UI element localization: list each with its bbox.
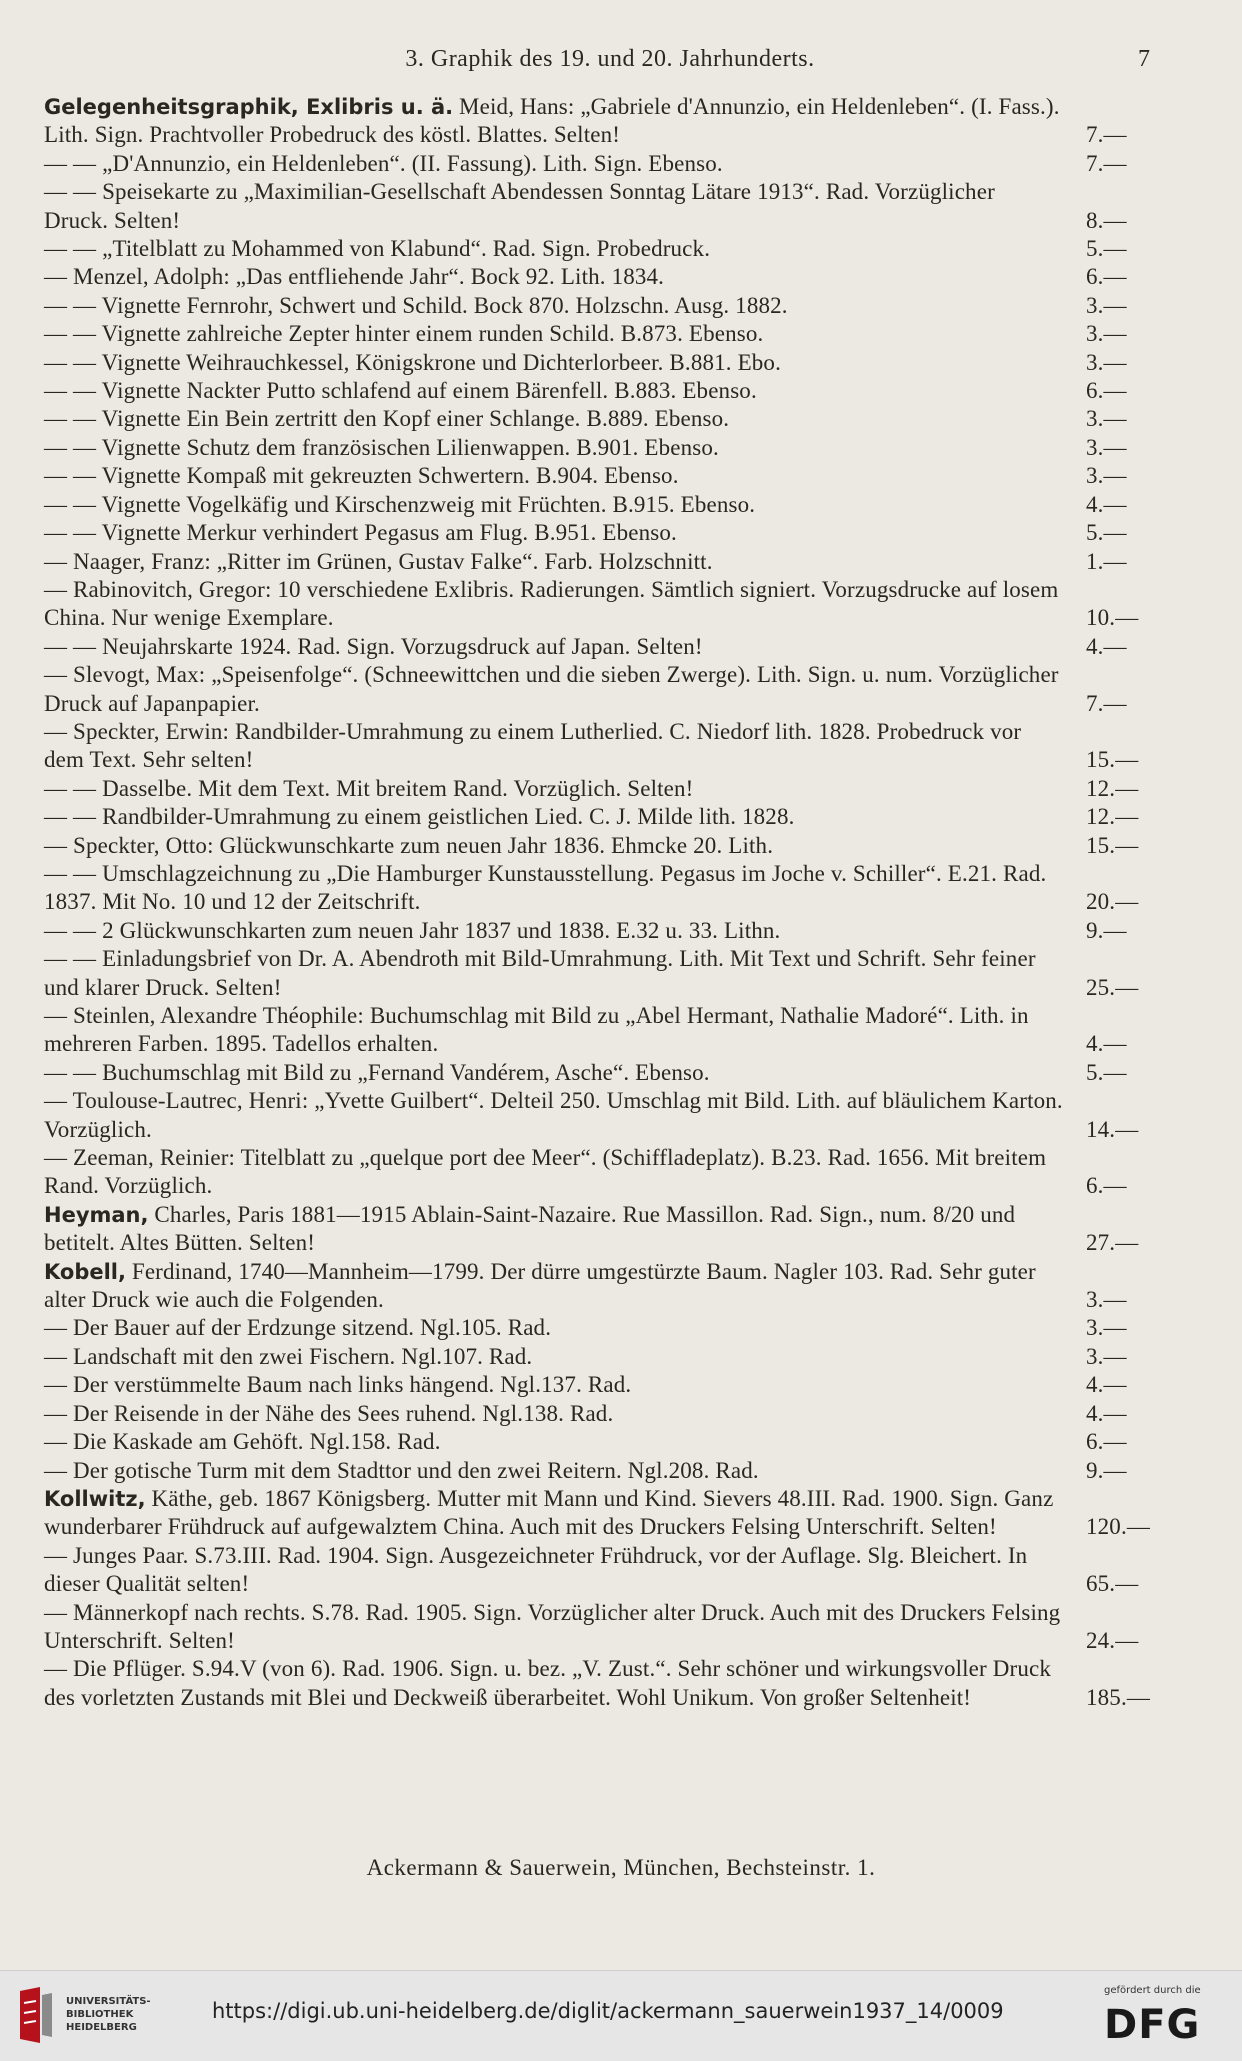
entry-description <box>44 491 1072 519</box>
catalog-entry <box>44 462 1172 490</box>
entry-description <box>44 1201 1072 1258</box>
catalog-entry <box>44 1428 1172 1456</box>
entry-text: — — Vignette zahlreiche Zepter hinter einem runden Schild. B.873. Ebenso. <box>44 321 764 347</box>
catalog-entry <box>44 803 1172 831</box>
entry-text: — Die Kaskade am Gehöft. Ngl.158. Rad. <box>44 1429 441 1455</box>
entry-price: 3.— <box>1086 434 1127 460</box>
catalog-entry <box>44 150 1172 178</box>
entry-description <box>44 1059 1072 1087</box>
entry-text: — — 2 Glückwunschkarten zum neuen Jahr 1837 und 1838. E.32 u. 33. Lithn. <box>44 917 781 943</box>
catalog-entry <box>44 633 1172 661</box>
entry-text: — Der Bauer auf der Erdzunge sitzend. Ngl.105. Rad. <box>44 1315 552 1341</box>
catalog-entry <box>44 1059 1172 1087</box>
catalog-entry <box>44 1087 1172 1144</box>
catalog-entry <box>44 661 1172 718</box>
entry-text: — Männerkopf nach rechts. S.78. Rad. 1905. Sign. Vorzüglicher alter Druck. Auch mit des Druckers Felsing Unterschrift. Selten! <box>44 1599 1061 1653</box>
entry-price: 9.— <box>1086 1457 1127 1483</box>
entry-description <box>44 917 1072 945</box>
entry-text: Charles, Paris 1881—1915 Ablain-Saint-Nazaire. Rue Massillon. Rad. Sign., num. 8/20 und betitelt. Altes Bütten. Selten! <box>44 1201 1016 1256</box>
catalog-entry <box>44 1457 1172 1485</box>
entry-price: 3.— <box>1086 321 1127 347</box>
entry-price: 8.— <box>1086 207 1127 233</box>
entry-price: 3.— <box>1086 292 1127 318</box>
entry-text: — — „D'Annunzio, ein Heldenleben“. (II. Fassung). Lith. Sign. Ebenso. <box>44 150 723 176</box>
permalink-url[interactable]: https://digi.ub.uni-heidelberg.de/diglit/ackermann_sauerwein1937_14/0009 <box>212 1999 1004 2023</box>
entry-description <box>44 434 1072 462</box>
entry-text: — Der gotische Turm mit dem Stadttor und den zwei Reitern. Ngl.208. Rad. <box>44 1457 759 1483</box>
entry-text: — Der verstümmelte Baum nach links hängend. Ngl.137. Rad. <box>44 1372 632 1398</box>
entry-description <box>44 1400 1072 1428</box>
funding-note: gefördert durch die <box>1104 1985 1201 1996</box>
catalog-entry <box>44 377 1172 405</box>
entry-text: — Speckter, Otto: Glückwunschkarte zum neuen Jahr 1836. Ehmcke 20. Lith. <box>44 832 774 858</box>
catalog-entry <box>44 1485 1172 1542</box>
entry-text: — — Vignette Nackter Putto schlafend auf einem Bärenfell. B.883. Ebenso. <box>44 378 757 404</box>
entry-description <box>44 1002 1072 1059</box>
catalog-entry <box>44 292 1172 320</box>
entry-price: 10.— <box>1086 605 1139 631</box>
entry-description <box>44 1655 1072 1712</box>
entry-price: 15.— <box>1086 747 1139 773</box>
entry-price: 6.— <box>1086 1173 1127 1199</box>
entry-description <box>44 775 1072 803</box>
catalog-entry <box>44 1371 1172 1399</box>
entry-text: — — Vignette Schutz dem französischen Lilienwappen. B.901. Ebenso. <box>44 434 719 460</box>
entry-description <box>44 1371 1072 1399</box>
entry-price: 7.— <box>1086 150 1127 176</box>
entry-price: 6.— <box>1086 378 1127 404</box>
entry-price: 5.— <box>1086 1059 1127 1085</box>
entry-text: — — Neujahrskarte 1924. Rad. Sign. Vorzugsdruck auf Japan. Selten! <box>44 633 703 659</box>
viewer-bottom-bar <box>0 1970 1242 2061</box>
entry-description <box>44 349 1072 377</box>
entry-description <box>44 178 1072 235</box>
entry-description <box>44 1542 1072 1599</box>
entry-text: — — Vignette Vogelkäfig und Kirschenzweig mit Früchten. B.915. Ebenso. <box>44 491 756 517</box>
entry-text: — — Umschlagzeichnung zu „Die Hamburger Kunstausstellung. Pegasus im Joche v. Schiller“. E.21. Rad. 1837. Mit No. 10 und 12 der Zeitschrift. <box>44 860 1047 915</box>
catalog-entry <box>44 775 1172 803</box>
entry-price: 6.— <box>1086 264 1127 290</box>
entry-description <box>44 1087 1072 1144</box>
entry-price: 12.— <box>1086 804 1139 830</box>
entry-description <box>44 377 1072 405</box>
entry-price: 3.— <box>1086 349 1127 375</box>
entry-description <box>44 803 1072 831</box>
catalog-entry <box>44 1655 1172 1712</box>
entry-price: 3.— <box>1086 1315 1127 1341</box>
entry-description <box>44 1457 1072 1485</box>
entry-price: 12.— <box>1086 775 1139 801</box>
entry-text: — Naager, Franz: „Ritter im Grünen, Gustav Falke“. Farb. Holzschnitt. <box>44 548 713 574</box>
entry-heading: Heyman, <box>44 1202 149 1227</box>
catalog-entry <box>44 1201 1172 1258</box>
entry-price: 7.— <box>1086 690 1127 716</box>
entry-price: 9.— <box>1086 917 1127 943</box>
entry-description <box>44 93 1072 150</box>
entry-text: — Rabinovitch, Gregor: 10 verschiedene Exlibris. Radierungen. Sämtlich signiert. Vorzugsdrucke auf losem China. Nur wenige Exemplare. <box>44 576 1059 631</box>
catalog-entry <box>44 832 1172 860</box>
page-header-title: 3. Graphik des 19. und 20. Jahrhunderts. <box>405 46 815 72</box>
entry-price: 25.— <box>1086 974 1139 1000</box>
catalog-entry <box>44 548 1172 576</box>
entry-text: — Toulouse-Lautrec, Henri: „Yvette Guilbert“. Delteil 250. Umschlag mit Bild. Lith. auf bläulichem Karton. Vorzüglich. <box>44 1088 1063 1142</box>
dfg-logo: DFG <box>1104 2002 1201 2048</box>
entry-price: 7.— <box>1086 122 1127 148</box>
catalog-entry <box>44 1400 1172 1428</box>
entry-price: 3.— <box>1086 1287 1127 1313</box>
catalog-entry <box>44 93 1172 150</box>
catalog-entry <box>44 320 1172 348</box>
page-number: 7 <box>1138 46 1150 72</box>
entry-text: — Der Reisende in der Nähe des Sees ruhend. Ngl.138. Rad. <box>44 1400 614 1426</box>
entry-price: 14.— <box>1086 1116 1139 1142</box>
catalog-entry <box>44 405 1172 433</box>
catalog-entry <box>44 1343 1172 1371</box>
entry-description <box>44 548 1072 576</box>
entry-heading: Gelegenheitsgraphik, Exlibris u. ä. <box>44 95 454 119</box>
catalog-entry <box>44 945 1172 1002</box>
catalog-entry <box>44 1002 1172 1059</box>
entry-text: — — „Titelblatt zu Mohammed von Klabund“. Rad. Sign. Probedruck. <box>44 236 711 262</box>
entry-text: — — Randbilder-Umrahmung zu einem geistlichen Lied. C. J. Milde lith. 1828. <box>44 804 795 830</box>
entry-text: — — Vignette Merkur verhindert Pegasus am Flug. B.951. Ebenso. <box>44 520 677 546</box>
entry-description <box>44 1258 1072 1315</box>
entry-text: — Steinlen, Alexandre Théophile: Buchumschlag mit Bild zu „Abel Hermant, Nathalie Madoré“. Lith. in mehreren Farben. 1895. Tadellos erhalten. <box>44 1003 1029 1057</box>
entry-description <box>44 1599 1072 1656</box>
entry-price: 3.— <box>1086 406 1127 432</box>
entry-description <box>44 320 1072 348</box>
entry-text: — — Vignette Weihrauchkessel, Königskrone und Dichterlorbeer. B.881. Ebo. <box>44 349 781 375</box>
library-line: HEIDELBERG <box>66 2022 137 2033</box>
entry-price: 65.— <box>1086 1571 1139 1597</box>
entry-heading: Kobell, <box>44 1259 126 1284</box>
catalog-entry <box>44 718 1172 775</box>
entry-description <box>44 263 1072 291</box>
publisher-footer: Ackermann & Sauerwein, München, Bechsteinstr. 1. <box>366 1855 876 1880</box>
catalog-entry <box>44 1542 1172 1599</box>
entry-text: — Die Pflüger. S.94.V (von 6). Rad. 1906. Sign. u. bez. „V. Zust.“. Sehr schöner und wirkungsvoller Druck des vorletzten Zustands mit Blei und Deckweiß überarbeitet. Wohl Unikum. Von großer Seltenheit! <box>44 1656 1051 1710</box>
entry-text: — Landschaft mit den zwei Fischern. Ngl.107. Rad. <box>44 1343 533 1369</box>
entry-price: 6.— <box>1086 1429 1127 1455</box>
catalog-entry <box>44 263 1172 291</box>
entry-description <box>44 292 1072 320</box>
entry-price: 27.— <box>1086 1230 1139 1256</box>
catalog-entry <box>44 178 1172 235</box>
entry-price: 24.— <box>1086 1627 1139 1653</box>
entry-text: — Menzel, Adolph: „Das entfliehende Jahr“. Bock 92. Lith. 1834. <box>44 264 665 290</box>
university-library-logo-icon <box>14 1985 58 2045</box>
catalog-entries <box>44 93 1172 1712</box>
entry-price: 20.— <box>1086 889 1139 915</box>
catalog-entry <box>44 1258 1172 1315</box>
entry-text: — — Buchumschlag mit Bild zu „Fernand Vandérem, Asche“. Ebenso. <box>44 1059 710 1085</box>
entry-heading: Kollwitz, <box>44 1486 146 1511</box>
entry-description <box>44 860 1072 917</box>
entry-text: — Slevogt, Max: „Speisenfolge“. (Schneewittchen und die sieben Zwerge). Lith. Sign. u. num. Vorzüglicher Druck auf Japanpapier. <box>44 662 1059 716</box>
entry-price: 4.— <box>1086 1372 1127 1398</box>
catalog-entry <box>44 519 1172 547</box>
entry-text: Ferdinand, 1740—Mannheim—1799. Der dürre umgestürzte Baum. Nagler 103. Rad. Sehr guter alter Druck wie auch die Folgenden. <box>44 1258 1036 1313</box>
entry-price: 120.— <box>1086 1514 1150 1540</box>
library-line: UNIVERSITÄTS- <box>66 1996 151 2007</box>
entry-price: 5.— <box>1086 236 1127 262</box>
entry-description <box>44 1314 1072 1342</box>
university-library-name <box>66 1995 151 2034</box>
entry-description <box>44 235 1072 263</box>
entry-description <box>44 832 1072 860</box>
entry-text: — — Einladungsbrief von Dr. A. Abendroth mit Bild-Umrahmung. Lith. Mit Text und Schrift. Sehr feiner und klarer Druck. Selten! <box>44 946 1036 1000</box>
entry-text: — — Vignette Kompaß mit gekreuzten Schwertern. B.904. Ebenso. <box>44 463 679 489</box>
entry-text: Käthe, geb. 1867 Königsberg. Mutter mit Mann und Kind. Sievers 48.III. Rad. 1900. Sign. Ganz wunderbarer Frühdruck auf aufgewalztem China. Auch mit des Druckers Felsing Unterschrift. Selten! <box>44 1485 1054 1540</box>
entry-price: 3.— <box>1086 463 1127 489</box>
entry-text: — — Vignette Ein Bein zertritt den Kopf einer Schlange. B.889. Ebenso. <box>44 406 730 432</box>
catalog-entry <box>44 917 1172 945</box>
entry-price: 1.— <box>1086 548 1127 574</box>
entry-price: 3.— <box>1086 1343 1127 1369</box>
entry-price: 4.— <box>1086 491 1127 517</box>
library-line: BIBLIOTHEK <box>66 2009 134 2020</box>
entry-description <box>44 150 1072 178</box>
entry-description <box>44 1343 1072 1371</box>
catalog-entry <box>44 1599 1172 1656</box>
catalog-entry <box>44 434 1172 462</box>
entry-text: — — Vignette Fernrohr, Schwert und Schild. Bock 870. Holzschn. Ausg. 1882. <box>44 292 788 318</box>
catalog-entry <box>44 860 1172 917</box>
entry-price: 4.— <box>1086 1031 1127 1057</box>
catalog-entry <box>44 576 1172 633</box>
entry-price: 4.— <box>1086 1400 1127 1426</box>
entry-price: 5.— <box>1086 520 1127 546</box>
catalog-entry <box>44 349 1172 377</box>
entry-description <box>44 1485 1072 1542</box>
catalog-entry <box>44 1144 1172 1201</box>
entry-price: 185.— <box>1086 1684 1150 1710</box>
catalog-entry <box>44 1314 1172 1342</box>
entry-price: 15.— <box>1086 832 1139 858</box>
entry-text: — Speckter, Erwin: Randbilder-Umrahmung zu einem Lutherlied. C. Niedorf lith. 1828. Probedruck vor dem Text. Sehr selten! <box>44 718 1022 773</box>
entry-text: — Zeeman, Reinier: Titelblatt zu „quelque port dee Meer“. (Schiffladeplatz). B.23. Rad. 1656. Mit breitem Rand. Vorzüglich. <box>44 1145 1047 1199</box>
entry-description <box>44 1144 1072 1201</box>
entry-description <box>44 576 1072 633</box>
entry-description <box>44 945 1072 1002</box>
entry-text: — Junges Paar. S.73.III. Rad. 1904. Sign. Ausgezeichneter Frühdruck, vor der Auflage. Slg. Bleichert. In dieser Qualität selten! <box>44 1542 1028 1597</box>
entry-description <box>44 462 1072 490</box>
entry-text: Meid, Hans: „Gabriele d'Annunzio, ein Heldenleben“. (I. Fass.). Lith. Sign. Prachtvoller Probedruck des köstl. Blattes. Selten! <box>44 94 1060 148</box>
entry-description <box>44 633 1072 661</box>
entry-description <box>44 718 1072 775</box>
entry-description <box>44 405 1072 433</box>
entry-price: 4.— <box>1086 633 1127 659</box>
catalog-entry <box>44 235 1172 263</box>
entry-text: — — Speisekarte zu „Maximilian-Gesellschaft Abendessen Sonntag Lätare 1913“. Rad. Vorzüglicher Druck. Selten! <box>44 179 995 233</box>
entry-description <box>44 661 1072 718</box>
catalog-entry <box>44 491 1172 519</box>
entry-text: — — Dasselbe. Mit dem Text. Mit breitem Rand. Vorzüglich. Selten! <box>44 775 694 801</box>
entry-description <box>44 1428 1072 1456</box>
entry-description <box>44 519 1072 547</box>
